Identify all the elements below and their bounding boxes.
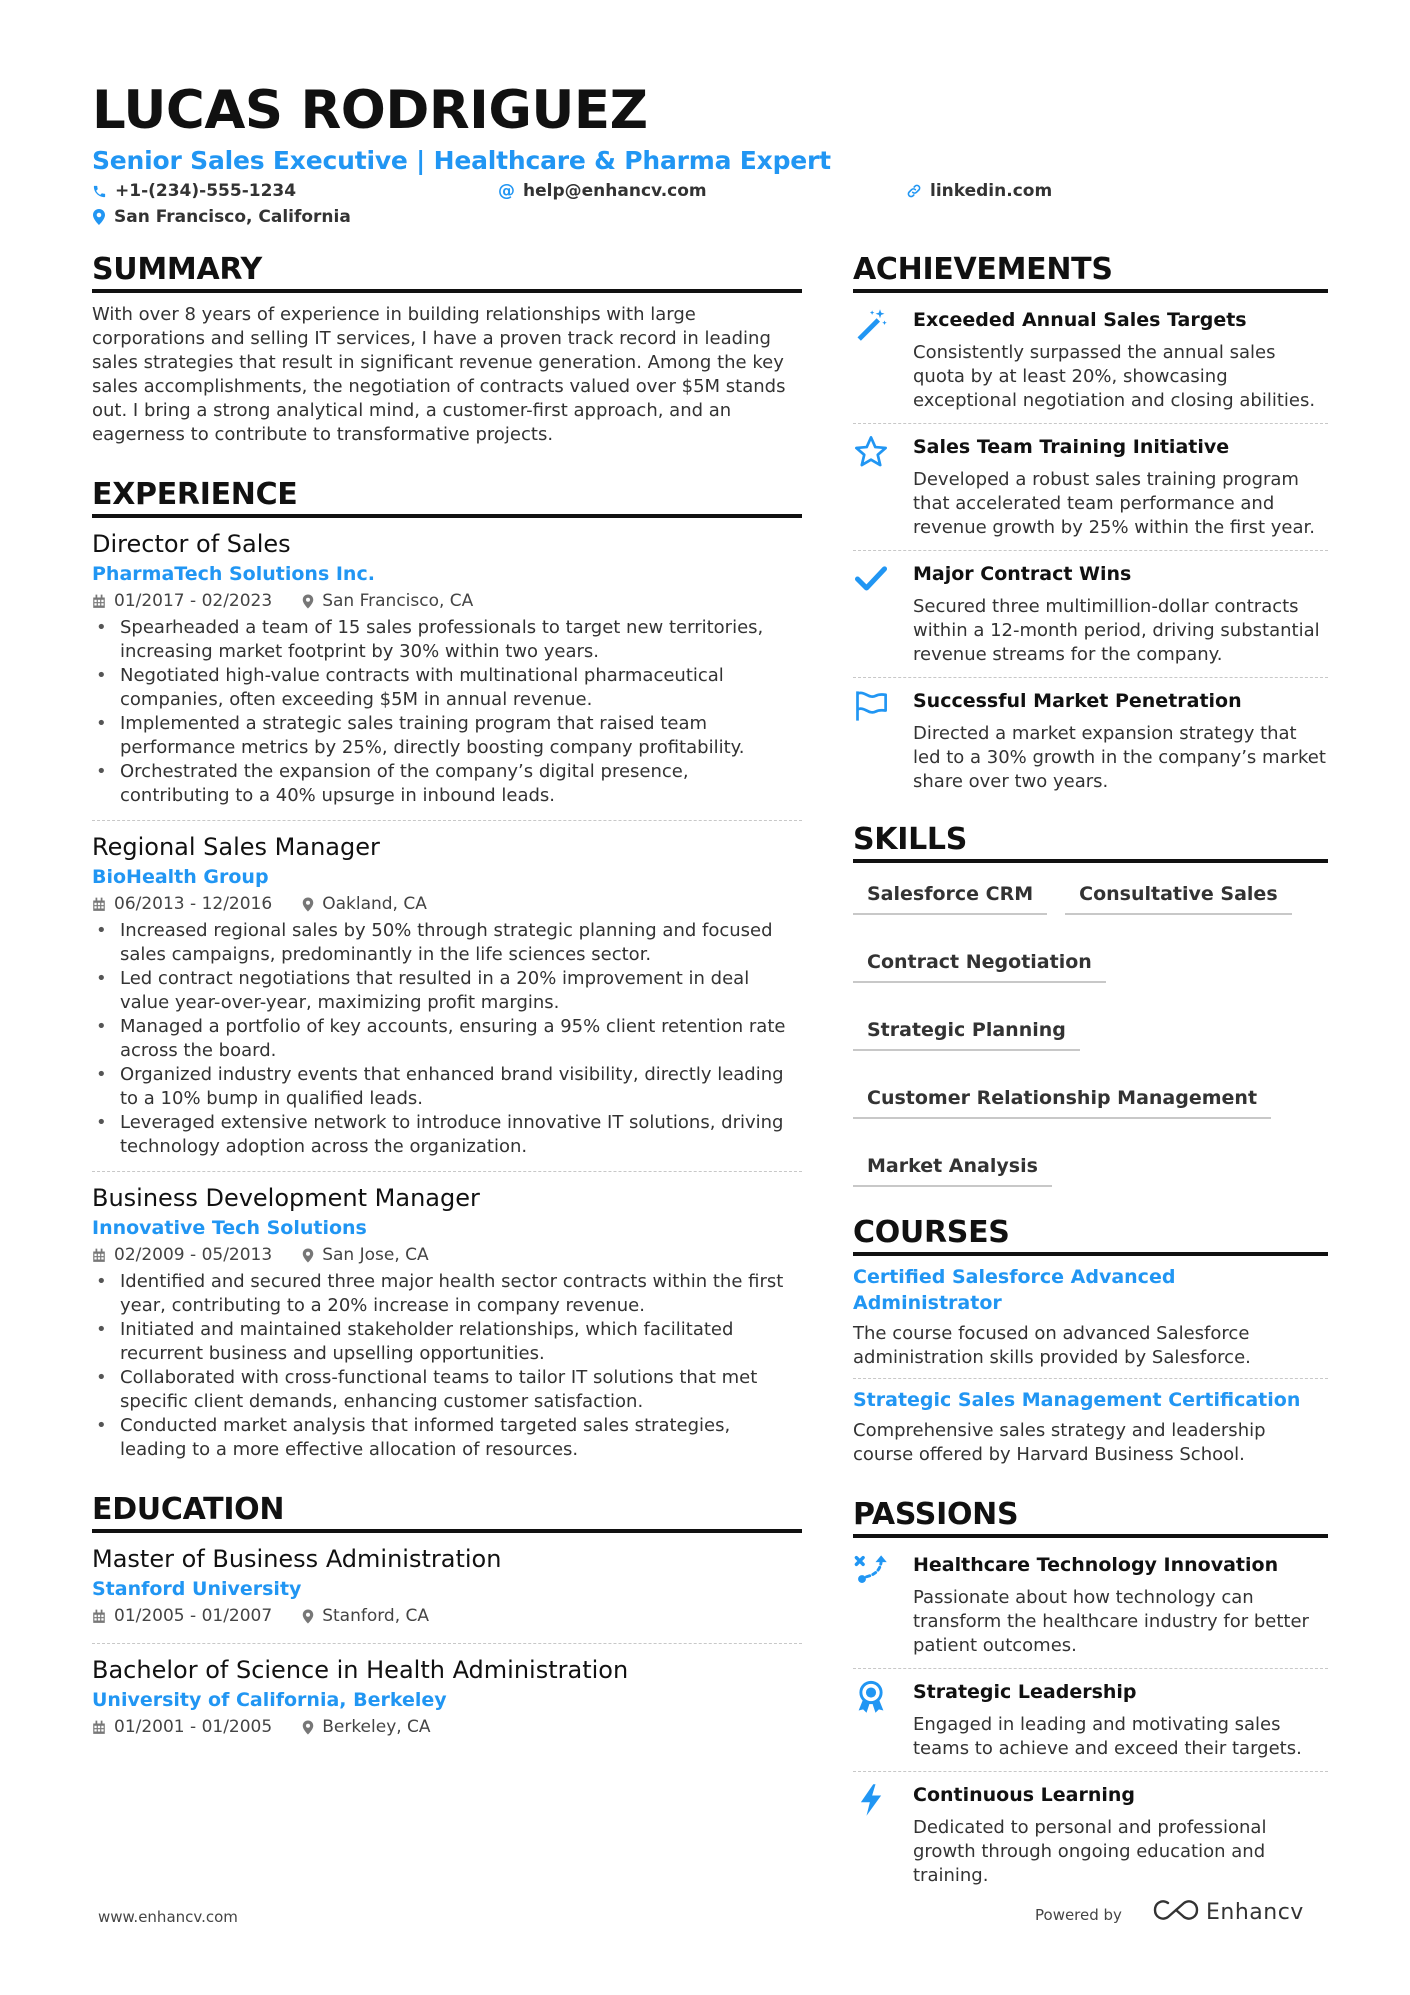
left-column [92,252,802,1754]
achievement-title: Exceeded Annual Sales Targets [913,309,1247,331]
passion-desc: Dedicated to personal and professional growth through ongoing education and training. [913,1817,1267,1886]
section-title-skills: SKILLS [853,822,1328,863]
phone-text[interactable]: +1-(234)-555-1234 [115,181,297,201]
contact-location [92,207,351,227]
education-school: University of California, Berkeley [92,1689,447,1711]
linkedin-text[interactable]: linkedin.com [930,181,1053,201]
job-bullet: • Spearheaded a team of 15 sales professionals to target new territories, increasing market footprint by 30% within two years. [92,616,802,664]
job-dates: 06/2013 - 12/2016 [114,894,273,914]
education-degree: Master of Business Administration [92,1545,502,1573]
job-bullet: • Led contract negotiations that resulted in a 20% improvement in deal value year-over-year, maximizing profit margins. [92,967,802,1015]
job-role: Business Development Manager [92,1184,480,1212]
passion-title: Strategic Leadership [913,1681,1137,1703]
achievement-title: Major Contract Wins [913,563,1132,585]
job-location: San Francisco, CA [322,591,474,611]
location-pin-icon [302,594,314,609]
skills-section [853,822,1328,1197]
calendar-icon [92,1248,106,1263]
job-bullet: • Managed a portfolio of key accounts, ensuring a 95% client retention rate across the board. [92,1015,802,1063]
course-title: Certified Salesforce Advanced Administrator [853,1266,1176,1314]
checkmark-icon [853,561,913,667]
education-entry [92,1543,802,1643]
achievement-item [853,423,1328,550]
job-company: Innovative Tech Solutions [92,1217,367,1239]
education-dates: 01/2001 - 01/2005 [114,1717,273,1737]
job-bullets [92,1270,802,1462]
passion-item [853,1668,1328,1771]
skill-tag: Contract Negotiation [853,943,1106,983]
job-bullet: • Leveraged extensive network to introduce innovative IT solutions, driving technology adoption across the organization. [92,1111,802,1159]
achievement-title: Sales Team Training Initiative [913,436,1230,458]
course-item [853,1260,1328,1378]
section-title-education: EDUCATION [92,1492,802,1533]
job-bullet: • Conducted market analysis that informed targeted sales strategies, leading to a more effective allocation of resources. [92,1414,802,1462]
job-role: Regional Sales Manager [92,833,380,861]
course-desc: The course focused on advanced Salesforce administration skills provided by Salesforce. [853,1323,1251,1368]
job-dates: 02/2009 - 05/2013 [114,1245,273,1265]
job-meta [92,891,802,917]
at-sign-icon: @ [498,181,515,201]
education-location: Stanford, CA [322,1606,430,1626]
passions-section [853,1497,1328,1898]
achievement-desc: Developed a robust sales training program that accelerated team performance and revenue growth by 25% within the first year. [913,469,1316,538]
skill-tag: Salesforce CRM [853,875,1047,915]
job-meta [92,588,802,614]
contact-phone [92,181,296,201]
job-meta [92,1242,802,1268]
skills-list [853,867,1328,1197]
course-title: Strategic Sales Management Certification [853,1389,1301,1411]
education-location: Berkeley, CA [322,1717,431,1737]
passion-title: Healthcare Technology Innovation [913,1554,1279,1576]
job-entry [92,820,802,1171]
achievement-desc: Consistently surpassed the annual sales quota by at least 20%, showcasing exceptional negotiation and closing abilities. [913,342,1316,411]
job-bullet: • Implemented a strategic sales training program that raised team performance metrics by 25%, directly boosting company profitability. [92,712,802,760]
location-pin-icon [92,209,106,225]
flag-icon [853,688,913,794]
contact-email [498,181,707,201]
location-text: San Francisco, California [114,207,351,227]
section-title-passions: PASSIONS [853,1497,1328,1538]
email-text[interactable]: help@enhancv.com [523,181,707,201]
achievement-item [853,297,1328,423]
candidate-headline: Senior Sales Executive | Healthcare & Pharma Expert [92,146,831,175]
location-pin-icon [302,1609,314,1624]
job-dates: 01/2017 - 02/2023 [114,591,273,611]
calendar-icon [92,1720,106,1735]
job-bullet: • Collaborated with cross-functional teams to tailor IT solutions that met specific client demands, enhancing customer satisfaction. [92,1366,802,1414]
section-title-summary: SUMMARY [92,252,802,293]
education-dates: 01/2005 - 01/2007 [114,1606,273,1626]
education-school: Stanford University [92,1578,302,1600]
section-title-courses: COURSES [853,1215,1328,1256]
achievements-section [853,252,1328,804]
link-icon [906,183,922,199]
calendar-icon [92,897,106,912]
job-company: BioHealth Group [92,866,269,888]
job-location: San Jose, CA [322,1245,429,1265]
education-meta [92,1603,802,1629]
enhancv-logo-icon [1152,1896,1200,1928]
job-location: Oakland, CA [322,894,427,914]
job-bullets [92,616,802,808]
right-column [853,252,1328,1898]
passion-desc: Engaged in leading and motivating sales teams to achieve and exceed their targets. [913,1714,1302,1759]
strategy-icon [853,1552,913,1658]
job-bullet: • Negotiated high-value contracts with multinational pharmaceutical companies, often exceeding $5M in annual revenue. [92,664,802,712]
footer-url[interactable]: www.enhancv.com [98,1908,238,1926]
education-meta [92,1714,802,1740]
achievement-item [853,550,1328,677]
skill-tag: Strategic Planning [853,1011,1080,1051]
job-bullet: • Increased regional sales by 50% through strategic planning and focused sales campaigns, predominantly in the life sciences sector. [92,919,802,967]
job-bullet: • Identified and secured three major health sector contracts within the first year, contributing to a 20% increase in company revenue. [92,1270,802,1318]
course-item [853,1378,1328,1475]
section-title-achievements: ACHIEVEMENTS [853,252,1328,293]
location-pin-icon [302,1248,314,1263]
candidate-name: LUCAS RODRIGUEZ [92,80,648,141]
achievement-title: Successful Market Penetration [913,690,1242,712]
passion-item [853,1542,1328,1668]
section-title-experience: EXPERIENCE [92,477,802,518]
enhancv-logo [1152,1896,1304,1928]
passion-title: Continuous Learning [913,1784,1136,1806]
achievement-desc: Directed a market expansion strategy that led to a 30% growth in the company’s market share over two years. [913,723,1326,792]
education-section [92,1492,802,1754]
job-company: PharmaTech Solutions Inc. [92,563,375,585]
job-role: Director of Sales [92,530,291,558]
enhancv-brand: Enhancv [1206,1899,1304,1925]
passion-item [853,1771,1328,1898]
job-bullet: • Initiated and maintained stakeholder relationships, which facilitated recurrent business and upselling opportunities. [92,1318,802,1366]
education-degree: Bachelor of Science in Health Administration [92,1656,629,1684]
achievement-item [853,677,1328,804]
job-bullet: • Orchestrated the expansion of the company’s digital presence, contributing to a 40% upsurge in inbound leads. [92,760,802,808]
courses-section [853,1215,1328,1475]
lightning-bolt-icon [853,1782,913,1888]
summary-section [92,252,802,447]
job-entry [92,1171,802,1474]
location-pin-icon [302,1720,314,1735]
skill-tag: Customer Relationship Management [853,1079,1271,1119]
achievement-desc: Secured three multimillion-dollar contracts within a 12-month period, driving substantial revenue streams for the company. [913,596,1320,665]
job-entry [92,528,802,820]
footer-powered-by: Powered by [1035,1906,1122,1924]
job-bullet: • Organized industry events that enhanced brand visibility, directly leading to a 10% bump in qualified leads. [92,1063,802,1111]
phone-icon [92,184,107,199]
skill-tag: Market Analysis [853,1147,1052,1187]
job-bullets [92,919,802,1159]
passion-desc: Passionate about how technology can transform the healthcare industry for better patient outcomes. [913,1587,1309,1656]
contact-linkedin [906,181,1052,201]
location-pin-icon [302,897,314,912]
magic-wand-icon [853,307,913,413]
skill-tag: Consultative Sales [1065,875,1291,915]
calendar-icon [92,1609,106,1624]
education-entry [92,1643,802,1754]
experience-section [92,477,802,1474]
calendar-icon [92,594,106,609]
course-desc: Comprehensive sales strategy and leadership course offered by Harvard Business School. [853,1420,1266,1465]
award-ribbon-icon [853,1679,913,1761]
star-icon [853,434,913,540]
summary-text: With over 8 years of experience in building relationships with large corporations and selling IT services, I have a proven track record in leading sales strategies that result in significant revenue generation. Among the key sales accomplishments, the negotiation of contracts valued over $5M stands out. I bring a strong analytical mind, a customer-first approach, and an eagerness to contribute to transformative projects. [92,304,786,445]
